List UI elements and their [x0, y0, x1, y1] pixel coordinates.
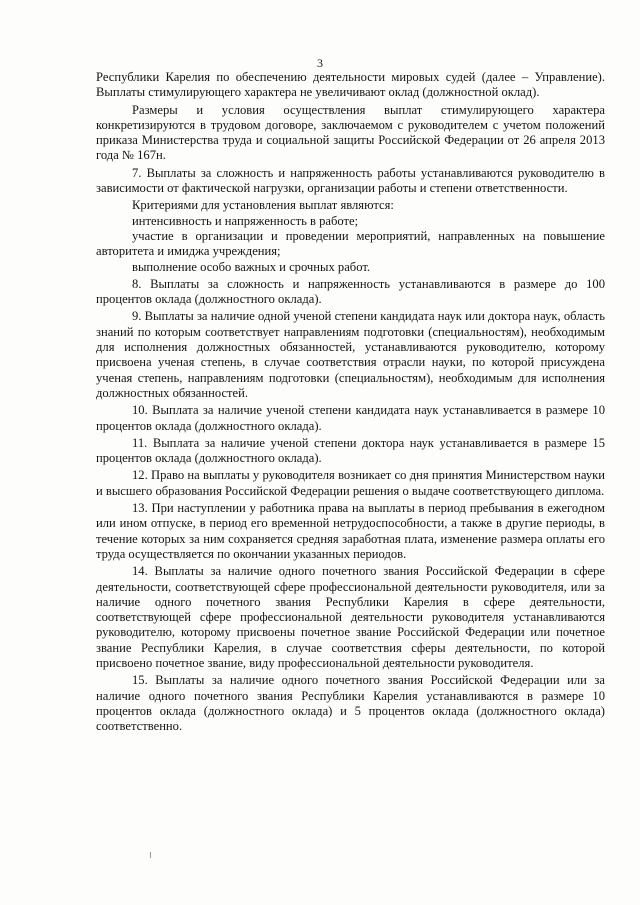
paragraph-item-7: 7. Выплаты за сложность и напряженность работы устанавливаются руководителю в зависимости от фактической нагрузки, организации работы и степени ответственности.: [96, 165, 605, 196]
criteria-item: участие в организации и проведении мероприятий, направленных на повышение авторитета и имиджа учреждения;: [96, 228, 605, 259]
paragraph-item-8: 8. Выплаты за сложность и напряженность устанавливаются в размере до 100 процентов оклада (должностного оклада).: [96, 276, 605, 307]
paragraph-item-15: 15. Выплаты за наличие одного почетного звания Российской Федерации или за наличие одного почетного звания Республики Карелия устанавливаются в размере 10 процентов оклада (должностного оклада) и 5 процентов оклада (должностного оклада) соответственно.: [96, 673, 605, 734]
paragraph-item-14: 14. Выплаты за наличие одного почетного звания Российской Федерации в сфере деятельности, соответствующей сфере профессиональной деятельности руководителя, или за наличие одного почетного звания Республики Карелия в сфере деятельности, соответствующей сфере профессиональной деятельности руководителя устанавливаются руководителю, которому присвоены почетное звание Российской Федерации или почетное звание Республики Карелия, в случае соответствия сферы деятельности, по которой присвоено почетное звание, виду профессиональной деятельности руководителя.: [96, 564, 605, 670]
paragraph-criteria-heading: Критериями для установления выплат являются:: [132, 198, 394, 213]
paragraph-item-10: 10. Выплата за наличие ученой степени кандидата наук устанавливается в размере 10 процентов оклада (должностного оклада).: [96, 403, 605, 433]
paragraph-item-12: 12. Право на выплаты у руководителя возникает со дня принятия Министерством науки и высшего образования Российской Федерации решения о выдаче соответствующего диплома.: [96, 468, 605, 498]
paragraph-item-13: 13. При наступлении у работника права на выплаты в период пребывания в ежегодном или ином отпуске, в период его временной нетрудоспособности, а также в другие периоды, в течение которых за ним сохраняется средняя заработная плата, изменение размера оплаты его труда осуществляется по окончании указанных периодов.: [96, 501, 605, 561]
paragraph: Размеры и условия осуществления выплат стимулирующего характера конкретизируются в трудовом договоре, заключаемом с руководителем с учетом положений приказа Министерства труда и социальной защиты Российской Федерации от 26 апреля 2013 года № 167н.: [96, 102, 605, 163]
criteria-item: выполнение особо важных и срочных работ.: [132, 259, 371, 274]
page-number: 3: [317, 56, 323, 70]
paragraph-item-9: 9. Выплаты за наличие одной ученой степени кандидата наук или доктора наук, область знаний по которым соответствует направлениям подготовки (специальностям), необходимым для исполнения должностных обязанностей, устанавливаются руководителю, которому присвоена ученая степень, в случае соответствия отрасли науки, по которой присуждена ученая степень, направлениям подготовки (специальностям), необходимым для исполнения должностных обязанностей.: [96, 309, 605, 400]
paragraph-continuation: Республики Карелия по обеспечению деятельности мировых судей (далее – Управление). Выплаты стимулирующего характера не увеличивают оклад (должностной оклад).: [96, 70, 605, 100]
paragraph-item-11: 11. Выплата за наличие ученой степени доктора наук устанавливается в размере 15 процентов оклада (должностного оклада).: [96, 435, 605, 466]
document-body: [96, 70, 605, 734]
criteria-item: интенсивность и напряженность в работе;: [132, 213, 359, 228]
scan-mark: [150, 852, 151, 858]
